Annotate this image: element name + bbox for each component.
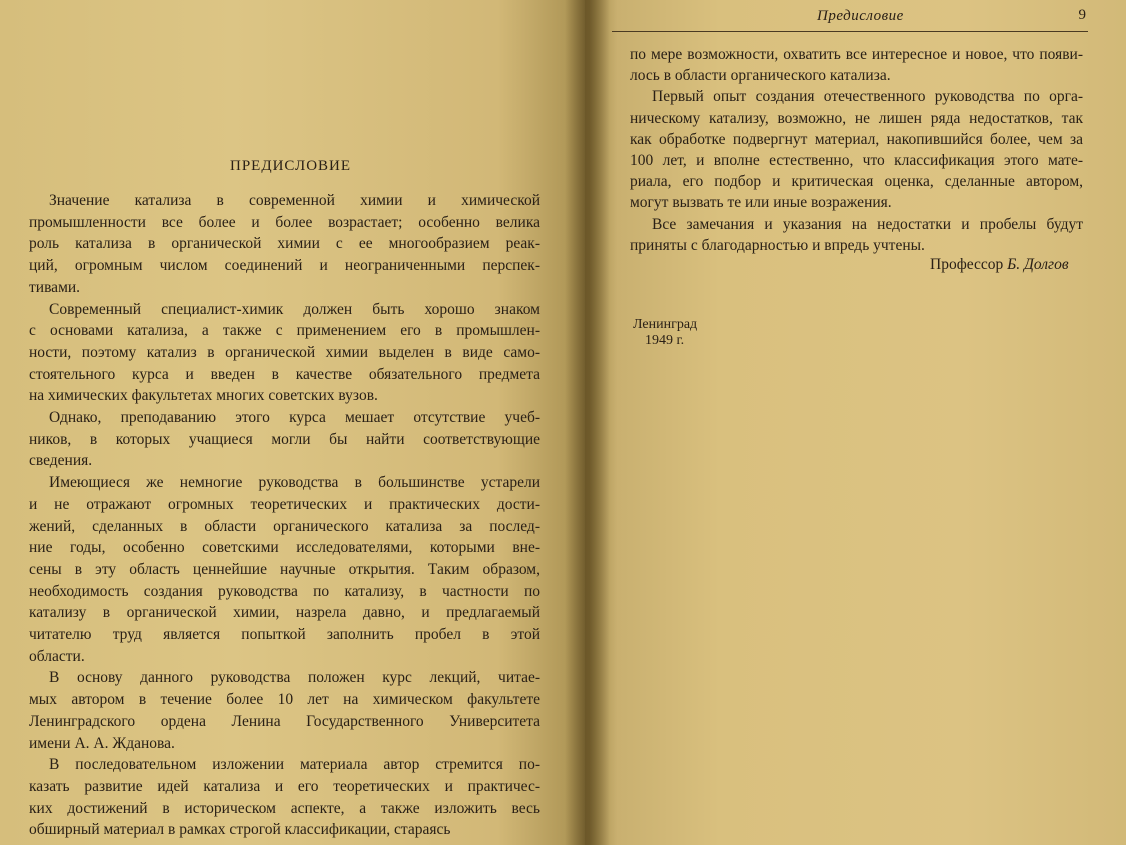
text-line: читателю труд является попыткой заполнить пробел в этой: [29, 626, 540, 643]
text-line: имени А. А. Жданова.: [29, 734, 175, 752]
text-line: области.: [29, 647, 85, 665]
text-line: лось в области органического катализа.: [630, 67, 891, 85]
text-line: сведения.: [29, 452, 93, 470]
text-line: как обработке подвергнут материал, накопившийся более, чем за: [630, 130, 1083, 148]
text-line: Все замечания и указания на недостатки и пробелы будут: [652, 215, 1083, 233]
text-line: катализу в органической химии, назрела давно, и предлагаемый: [29, 604, 540, 622]
text-line: обширный материал в рамках строгой классификации, стараясь: [29, 821, 451, 839]
preface-heading: ПРЕДИСЛОВИЕ: [230, 158, 352, 174]
text-line: и не отражают огромных теоретических и практических дости-: [29, 495, 540, 513]
place-city: Ленинград: [633, 317, 698, 332]
place-year: 1949 г.: [645, 333, 685, 348]
text-line: с основами катализа, а также с применением его в промышлен-: [29, 322, 540, 340]
text-line: ности, поэтому катализ в органической химии выделен в виде само-: [29, 343, 540, 361]
page-number: 9: [1078, 7, 1086, 23]
text-line: Первый опыт создания отечественного руководства по орга-: [652, 88, 1083, 106]
text-line: на химических факультетах многих советских вузов.: [29, 387, 378, 405]
text-line: сены в эту область ценнейшие научные открытия. Таким образом,: [29, 560, 540, 578]
text-line: по мере возможности, охватить все интересное и новое, что появи-: [630, 46, 1083, 63]
running-head: [612, 7, 1088, 32]
text-line: ций, огромным числом соединений и неограниченными перспек-: [29, 257, 540, 275]
text-line: роль катализа в органической химии с ее многообразием реак-: [29, 235, 540, 253]
text-line: ких достижений в историческом аспекте, а также изложить весь: [29, 799, 540, 817]
signature: [930, 256, 1069, 274]
text-line: жений, сделанных в области органического катализа за послед-: [29, 517, 540, 535]
signature-name: Б. Долгов: [1007, 256, 1069, 273]
text-line: стоятельного курса и введен в качестве обязательного предмета: [29, 365, 540, 383]
text-line: риала, его подбор и критическая оценка, сделанные автором,: [630, 173, 1083, 191]
text-line: Имеющиеся же немногие руководства в большинстве устарели: [49, 474, 540, 492]
running-head-title: Предисловие: [817, 8, 904, 24]
place-and-date: [633, 317, 697, 349]
text-line: необходимость создания руководства по катализу, в частности по: [29, 582, 540, 600]
text-line: казать развитие идей катализа и его теоретических и практичес-: [29, 777, 540, 795]
text-line: могут вызвать те или иные возражения.: [630, 194, 892, 212]
text-line: Значение катализа в современной химии и химической: [49, 192, 540, 209]
text-line: Однако, преподаванию этого курса мешает отсутствие учеб-: [49, 409, 540, 426]
text-line: тивами.: [29, 278, 81, 296]
text-line: Современный специалист-химик должен быть хорошо знаком: [49, 300, 540, 318]
text-line: ническому катализу, возможно, не лишен ряда недостатков, так: [630, 109, 1083, 127]
text-line: ников, в которых учащиеся могли бы найти соответствующие: [29, 430, 540, 448]
text-line: 100 лет, и вполне естественно, что классификация этого мате-: [630, 152, 1083, 169]
book-gutter: [565, 0, 610, 845]
text-line: мых автором в течение более 10 лет на химическом факультете: [29, 691, 540, 709]
text-line: Ленинградского ордена Ленина Государственного Университета: [29, 712, 540, 730]
signature-role: Профессор: [930, 256, 1004, 273]
text-line: промышленности все более и более возрастает; особенно велика: [29, 213, 540, 231]
text-line: приняты с благодарностью и впредь учтены.: [630, 236, 925, 254]
text-line: ние годы, особенно советскими исследователями, которыми вне-: [29, 539, 540, 557]
text-line: В последовательном изложении материала автор стремится по-: [49, 756, 540, 774]
text-line: В основу данного руководства положен курс лекций, читае-: [49, 669, 540, 687]
